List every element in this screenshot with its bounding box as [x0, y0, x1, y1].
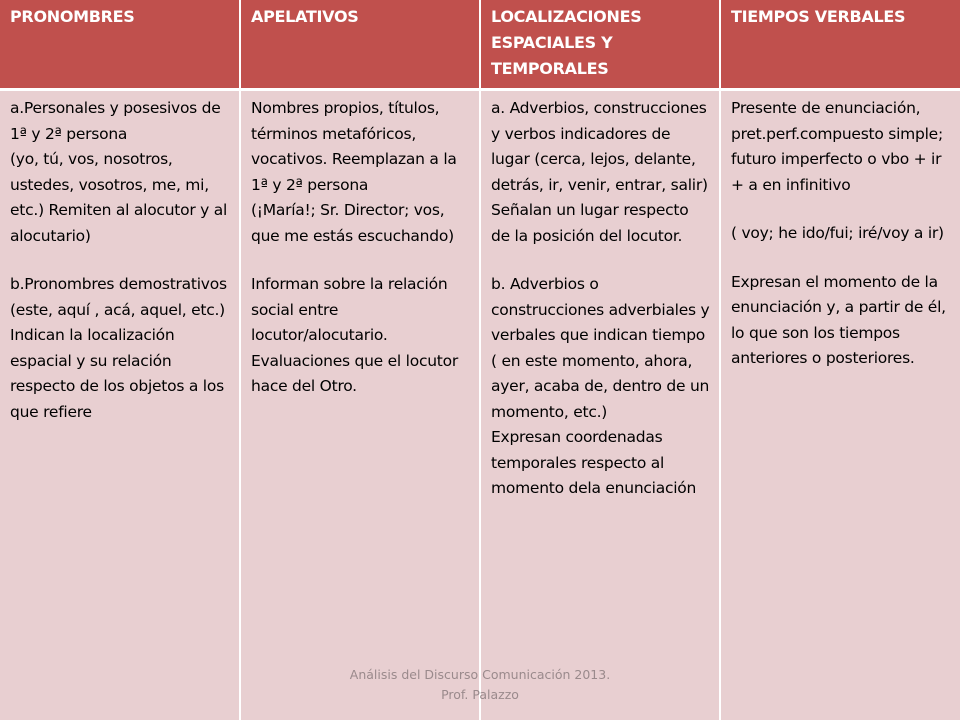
footer-course-text: Análisis del Discurso Comunicación 2013.	[349, 667, 611, 682]
pronombres-personales-text: a.Personales y posesivos de 1ª y 2ª persona (yo, tú, vos, nosotros, ustedes, vosotros, me, mi, etc.) Remiten al alocutor y al alocutario)	[10, 99, 228, 245]
slide-footer	[300, 665, 660, 705]
cell-pronombres	[0, 90, 240, 720]
tiempos-definition-text: Presente de enunciación, pret.perf.compuesto simple; futuro imperfecto o vbo + ir + a en infinitivo	[731, 99, 943, 194]
table-row	[0, 90, 960, 720]
table-header-row	[0, 0, 960, 90]
header-tiempos-verbales: TIEMPOS VERBALES	[720, 0, 960, 90]
localizaciones-espaciales-text: a. Adverbios, construcciones y verbos indicadores de lugar (cerca, lejos, delante, detrás, ir, venir, entrar, salir) Señalan un lugar respecto de la posición del locutor.	[491, 99, 708, 245]
pronombres-demostrativos-text: b.Pronombres demostrativos (este, aquí , acá, aquel, etc.) Indican la localización espacial y su relación respecto de los objetos a los que refiere	[10, 275, 227, 421]
cell-tiempos-verbales	[720, 90, 960, 720]
footer-professor-text: Prof. Palazzo	[441, 687, 519, 702]
cell-apelativos	[240, 90, 480, 720]
header-pronombres: PRONOMBRES	[0, 0, 240, 90]
tiempos-examples-text: ( voy; he ido/fui; iré/voy a ir)	[731, 224, 944, 242]
localizaciones-temporales-text: b. Adverbios o construcciones adverbiales y verbales que indican tiempo ( en este momento, ahora, ayer, acaba de, dentro de un momento, etc.) Expresan coordenadas temporales respecto al momento dela enunciación	[491, 275, 710, 497]
cell-localizaciones	[480, 90, 720, 720]
header-apelativos: APELATIVOS	[240, 0, 480, 90]
tiempos-function-text: Expresan el momento de la enunciación y, a partir de él, lo que son los tiempos anteriores o posteriores.	[731, 272, 946, 367]
apelativos-definition-text: Nombres propios, títulos, términos metafóricos, vocativos. Reemplazan a la 1ª y 2ª persona (¡María!; Sr. Director; vos, que me estás escuchando)	[251, 99, 457, 245]
header-localizaciones: LOCALIZACIONES ESPACIALES Y TEMPORALES	[480, 0, 720, 90]
apelativos-function-text: Informan sobre la relación social entre locutor/alocutario. Evaluaciones que el locutor hace del Otro.	[251, 275, 458, 395]
